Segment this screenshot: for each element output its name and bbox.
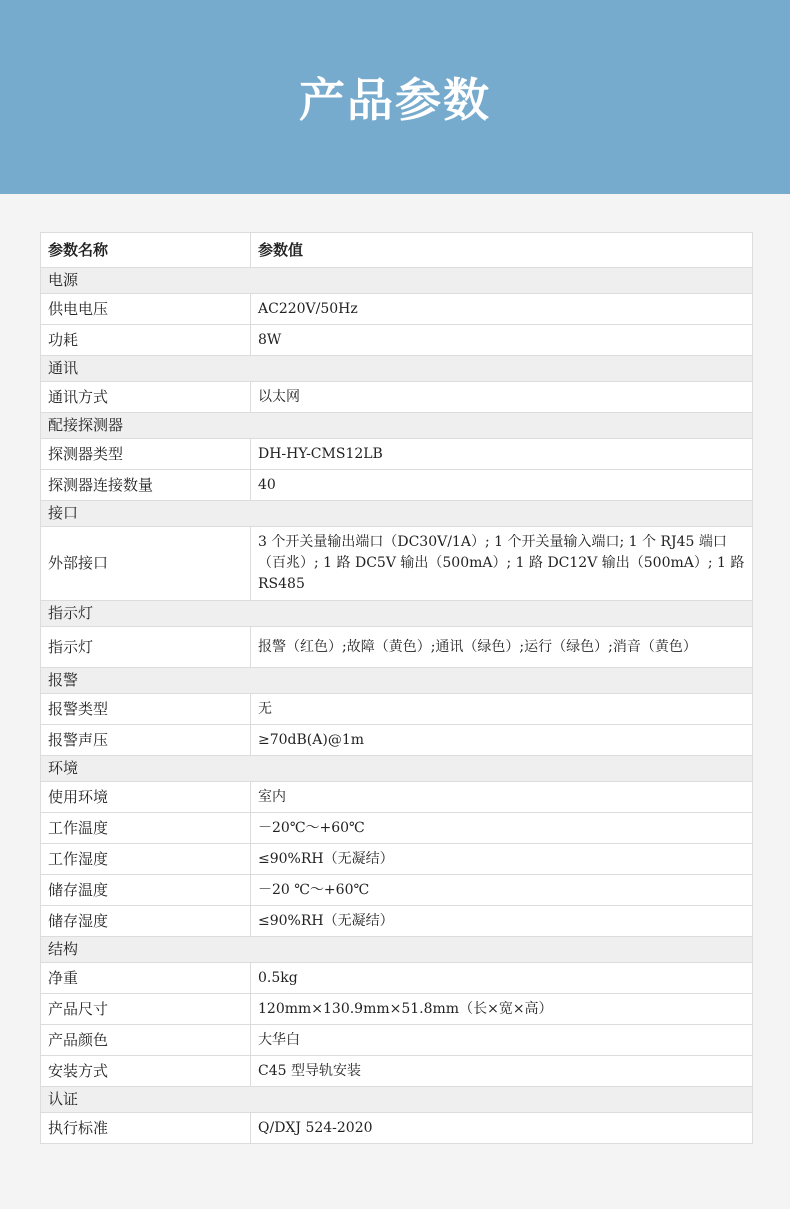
section-title: 结构 xyxy=(41,937,753,963)
section-row-power xyxy=(41,268,753,294)
param-value: 120mm×130.9mm×51.8mm（长×宽×高） xyxy=(251,994,753,1025)
table-row xyxy=(41,875,753,906)
param-name: 产品颜色 xyxy=(41,1025,251,1056)
column-header-name: 参数名称 xyxy=(41,233,251,268)
param-name: 功耗 xyxy=(41,325,251,356)
param-value: 室内 xyxy=(251,782,753,813)
param-value: 0.5kg xyxy=(251,963,753,994)
table-row xyxy=(41,963,753,994)
section-title: 认证 xyxy=(41,1087,753,1113)
param-name: 探测器连接数量 xyxy=(41,470,251,501)
section-row-alarm xyxy=(41,668,753,694)
column-header-value: 参数值 xyxy=(251,233,753,268)
table-row xyxy=(41,325,753,356)
param-value: Q/DXJ 524-2020 xyxy=(251,1113,753,1144)
param-value: 以太网 xyxy=(251,382,753,413)
section-title: 指示灯 xyxy=(41,601,753,627)
table-row xyxy=(41,994,753,1025)
param-name: 通讯方式 xyxy=(41,382,251,413)
page-title: 产品参数 xyxy=(299,73,491,127)
table-row xyxy=(41,844,753,875)
table-row xyxy=(41,694,753,725)
section-title: 接口 xyxy=(41,501,753,527)
param-value: －20 ℃～+60℃ xyxy=(251,875,753,906)
param-value: －20℃～+60℃ xyxy=(251,813,753,844)
param-value: 3 个开关量输出端口（DC30V/1A）; 1 个开关量输入端口; 1 个 RJ45 端口（百兆）; 1 路 DC5V 输出（500mA）; 1 路 DC12V 输出（500mA）; 1 路 RS485 xyxy=(251,527,753,601)
param-value: 8W xyxy=(251,325,753,356)
section-row-certification xyxy=(41,1087,753,1113)
section-row-structure xyxy=(41,937,753,963)
param-name: 探测器类型 xyxy=(41,439,251,470)
section-title: 通讯 xyxy=(41,356,753,382)
section-row-communication xyxy=(41,356,753,382)
param-name: 指示灯 xyxy=(41,627,251,668)
table-row xyxy=(41,382,753,413)
table-row xyxy=(41,439,753,470)
param-value: AC220V/50Hz xyxy=(251,294,753,325)
table-row xyxy=(41,294,753,325)
table-row xyxy=(41,470,753,501)
param-value: 无 xyxy=(251,694,753,725)
param-name: 报警类型 xyxy=(41,694,251,725)
param-name: 使用环境 xyxy=(41,782,251,813)
param-value: DH-HY-CMS12LB xyxy=(251,439,753,470)
param-value: 大华白 xyxy=(251,1025,753,1056)
param-value: 40 xyxy=(251,470,753,501)
section-title: 报警 xyxy=(41,668,753,694)
param-name: 产品尺寸 xyxy=(41,994,251,1025)
section-row-environment xyxy=(41,756,753,782)
section-row-interface xyxy=(41,501,753,527)
section-row-detector xyxy=(41,413,753,439)
param-name: 储存温度 xyxy=(41,875,251,906)
param-value: C45 型导轨安装 xyxy=(251,1056,753,1087)
param-value: 报警（红色）;故障（黄色）;通讯（绿色）;运行（绿色）;消音（黄色） xyxy=(251,627,753,668)
spec-table xyxy=(40,232,753,1144)
table-row xyxy=(41,1113,753,1144)
table-header-row xyxy=(41,233,753,268)
section-title: 配接探测器 xyxy=(41,413,753,439)
param-name: 报警声压 xyxy=(41,725,251,756)
table-row xyxy=(41,906,753,937)
param-value: ≤90%RH（无凝结） xyxy=(251,906,753,937)
section-title: 环境 xyxy=(41,756,753,782)
header-banner xyxy=(0,0,790,194)
section-title: 电源 xyxy=(41,268,753,294)
param-name: 工作温度 xyxy=(41,813,251,844)
param-name: 工作湿度 xyxy=(41,844,251,875)
param-name: 储存湿度 xyxy=(41,906,251,937)
table-row xyxy=(41,1056,753,1087)
param-value: ≥70dB(A)@1m xyxy=(251,725,753,756)
table-row xyxy=(41,527,753,601)
param-value: ≤90%RH（无凝结） xyxy=(251,844,753,875)
section-row-indicator xyxy=(41,601,753,627)
table-row xyxy=(41,782,753,813)
table-row xyxy=(41,627,753,668)
table-row xyxy=(41,1025,753,1056)
table-row xyxy=(41,813,753,844)
param-name: 供电电压 xyxy=(41,294,251,325)
table-row xyxy=(41,725,753,756)
param-name: 执行标准 xyxy=(41,1113,251,1144)
param-name: 外部接口 xyxy=(41,527,251,601)
param-name: 净重 xyxy=(41,963,251,994)
param-name: 安装方式 xyxy=(41,1056,251,1087)
